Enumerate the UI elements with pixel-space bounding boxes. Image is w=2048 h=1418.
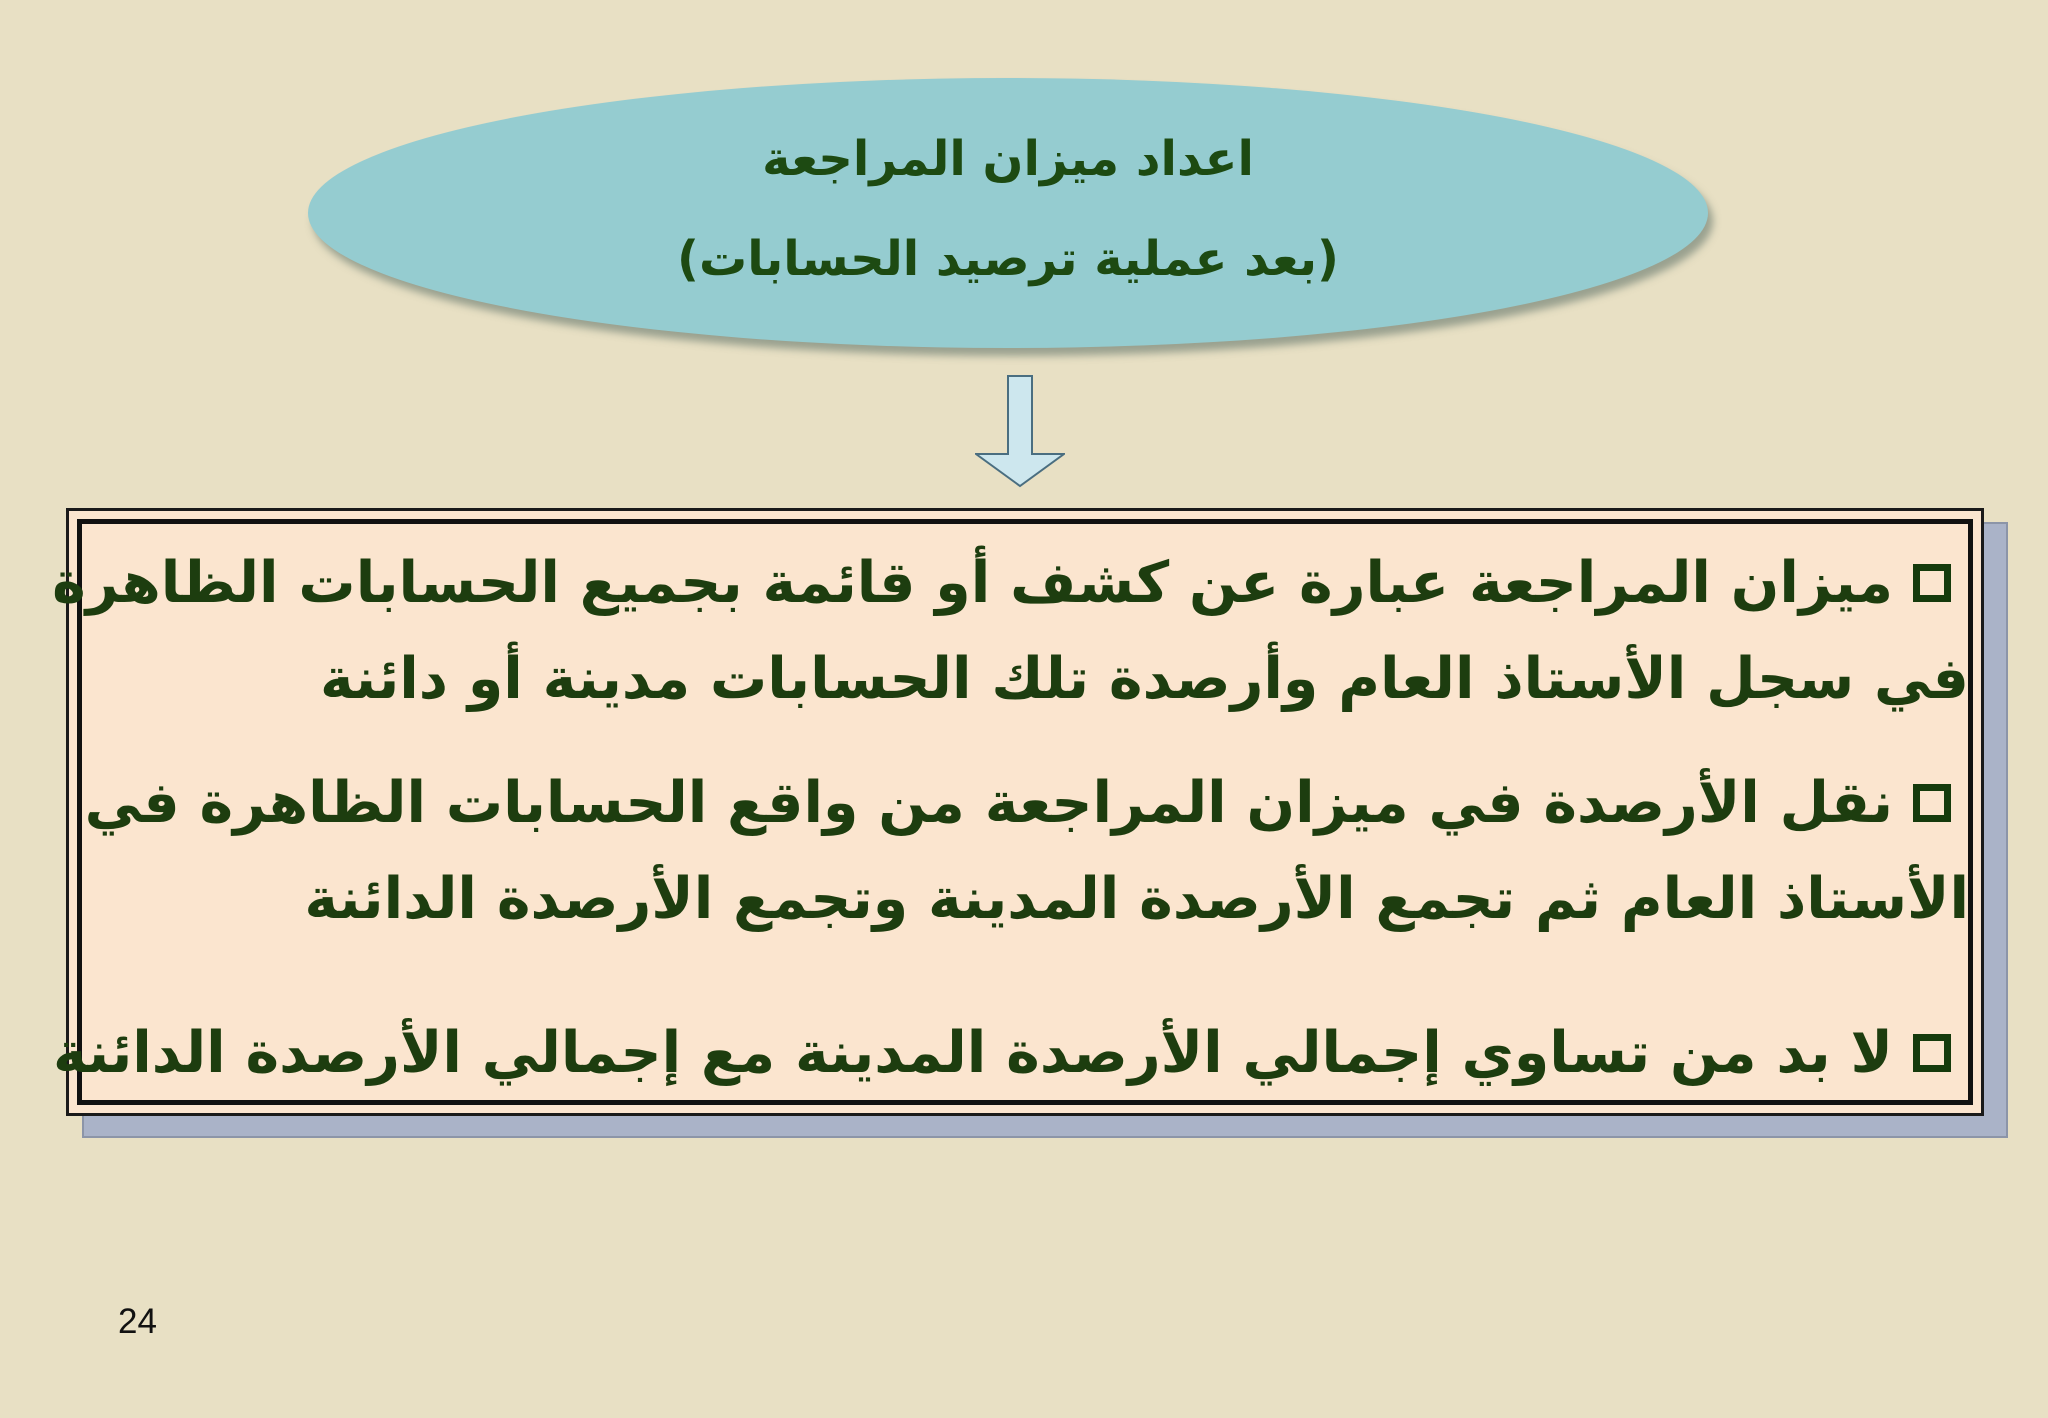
bullet-continuation-line: في سجل الأستاذ العام وأرصدة تلك الحسابات مدينة أو دائنة <box>320 646 1969 712</box>
page-number: 24 <box>118 1302 157 1341</box>
checkbox-square-icon <box>1913 564 1951 602</box>
checkbox-square-icon <box>1913 784 1951 822</box>
slide-title: اعداد ميزان المراجعة <box>762 131 1254 187</box>
title-oval <box>308 78 1708 348</box>
bullet-item-equality <box>53 1005 1951 1101</box>
down-arrow-icon <box>975 375 1065 488</box>
bullet-text: ميزان المراجعة عبارة عن كشف أو قائمة بجميع الحسابات الظاهرة <box>52 550 1893 616</box>
bullet-item-transfer <box>84 755 1969 947</box>
bullet-line <box>53 1005 1951 1101</box>
checkbox-square-icon <box>1913 1034 1951 1072</box>
bullet-line <box>85 755 1951 851</box>
content-box <box>52 508 1984 1116</box>
bullet-text: لا بد من تساوي إجمالي الأرصدة المدينة مع إجمالي الأرصدة الدائنة <box>53 1020 1893 1086</box>
bullet-item-definition <box>52 535 1969 727</box>
slide-subtitle: (بعد عملية ترصيد الحسابات) <box>677 231 1339 287</box>
bullet-continuation-line: الأستاذ العام ثم تجمع الأرصدة المدينة وتجمع الأرصدة الدائنة <box>304 866 1969 932</box>
bullet-line <box>52 535 1951 631</box>
bullet-text: نقل الأرصدة في ميزان المراجعة من واقع الحسابات الظاهرة في <box>84 770 1893 836</box>
